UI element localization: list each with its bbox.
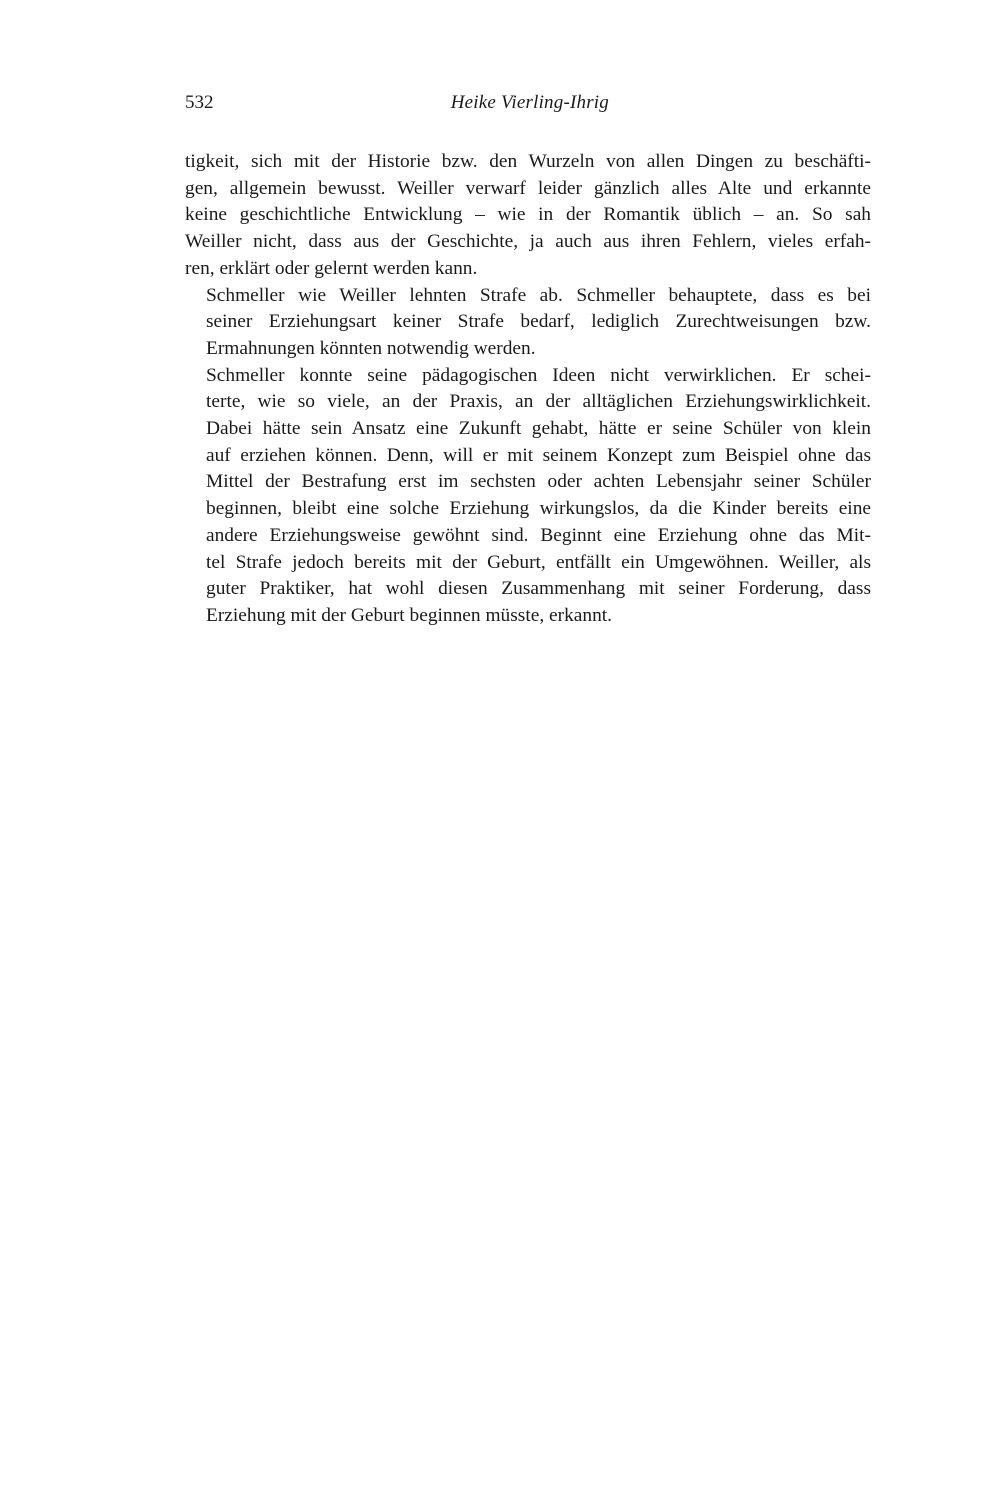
paragraph <box>185 283 871 363</box>
text-line: andere Erziehungsweise gewöhnt sind. Beginnt eine Erziehung ohne das Mit- <box>206 524 871 546</box>
text-line: Erziehung mit der Geburt beginnen müsste, erkannt. <box>206 604 613 626</box>
text-line: tel Strafe jedoch bereits mit der Geburt, entfällt ein Umgewöhnen. Weiller, als <box>206 551 871 573</box>
text-line: gen, allgemein bewusst. Weiller verwarf leider gänzlich alles Alte und erkannte <box>185 177 871 199</box>
text-line: keine geschichtliche Entwicklung – wie in der Romantik üblich – an. So sah <box>185 204 871 226</box>
text-line: Mittel der Bestrafung erst im sechsten oder achten Lebensjahr seiner Schüler <box>206 471 871 493</box>
text-line: Dabei hätte sein Ansatz eine Zukunft gehabt, hätte er seine Schüler von klein <box>206 418 871 440</box>
paragraph <box>185 363 871 630</box>
text-line: Schmeller konnte seine pädagogischen Ideen nicht verwirklichen. Er schei- <box>206 364 871 386</box>
text-line: seiner Erziehungsart keiner Strafe bedarf, lediglich Zurechtweisungen bzw. <box>206 311 871 333</box>
running-title: Heike Vierling-Ihrig <box>450 92 609 113</box>
text-line: Schmeller wie Weiller lehnten Strafe ab. Schmeller behauptete, dass es bei <box>206 284 871 306</box>
text-line: guter Praktiker, hat wohl diesen Zusammenhang mit seiner Forderung, dass <box>206 578 871 600</box>
text-line: tigkeit, sich mit der Historie bzw. den Wurzeln von allen Dingen zu beschäfti- <box>185 151 871 172</box>
text-line: ren, erklärt oder gelernt werden kann. <box>185 257 478 279</box>
text-line: auf erziehen können. Denn, will er mit seinem Konzept zum Beispiel ohne das <box>206 444 871 466</box>
text-line: Weiller nicht, dass aus der Geschichte, ja auch aus ihren Fehlern, vieles erfah- <box>185 231 871 253</box>
text-line: terte, wie so viele, an der Praxis, an der alltäglichen Erziehungswirklichkeit. <box>206 391 871 413</box>
page-number: 532 <box>185 92 214 113</box>
text-line: Ermahnungen könnten notwendig werden. <box>206 337 536 359</box>
body-text <box>185 149 871 630</box>
running-head <box>185 92 871 122</box>
text-line: beginnen, bleibt eine solche Erziehung wirkungslos, da die Kinder bereits eine <box>206 498 871 520</box>
paragraph <box>185 149 871 283</box>
